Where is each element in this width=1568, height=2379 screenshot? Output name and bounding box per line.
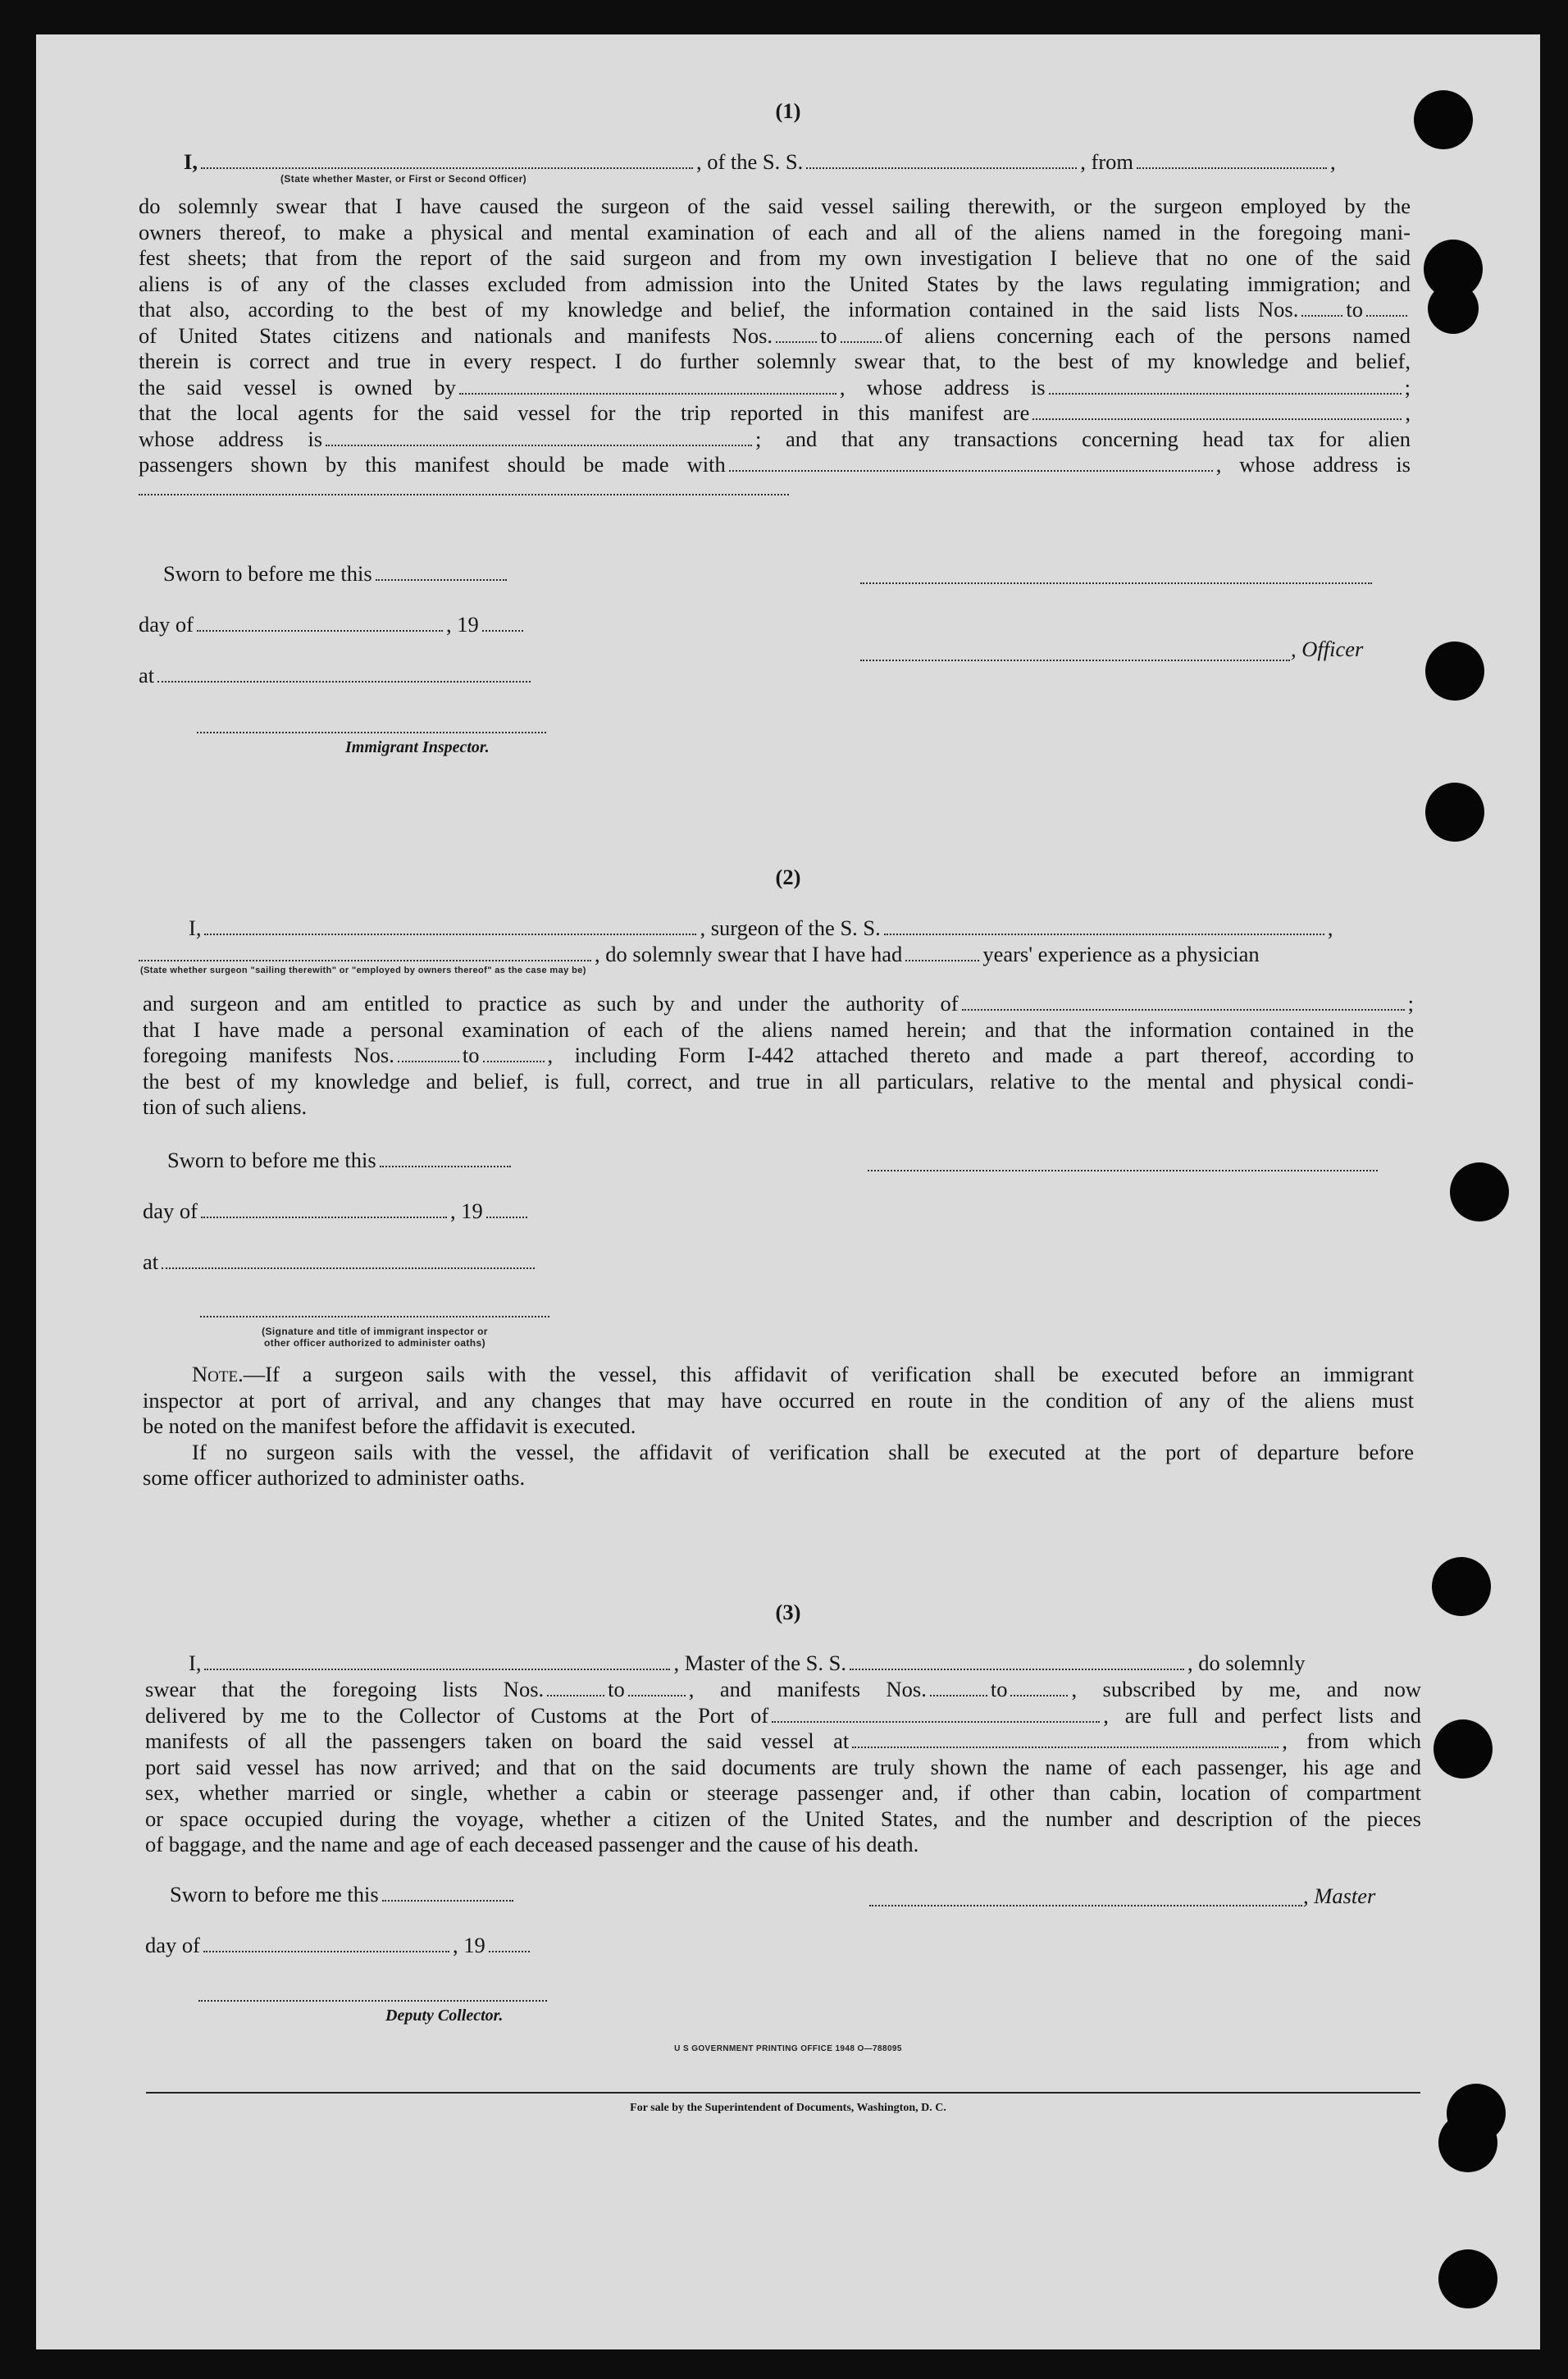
list-no-blank[interactable] — [1301, 312, 1342, 317]
text: whose address is — [139, 426, 323, 451]
text: to — [820, 322, 837, 348]
text: to — [462, 1043, 480, 1067]
text: , surgeon of the S. S. — [700, 916, 881, 940]
manifest-no-blank[interactable] — [930, 1692, 987, 1696]
owner-blank[interactable] — [459, 390, 836, 395]
oath-text-line: fest sheets; that from the report of the said surgeon and from my own investigation I believe that no one of the said — [139, 245, 1411, 270]
manifest-no-blank[interactable] — [483, 1057, 545, 1062]
surgeon-paragraph — [143, 991, 1414, 1121]
departure-port-blank[interactable] — [852, 1743, 1279, 1748]
list-no-blank[interactable] — [547, 1692, 604, 1696]
officer-label: , Officer — [1291, 637, 1364, 661]
manifest-no-blank[interactable] — [1010, 1692, 1068, 1696]
port-blank[interactable] — [772, 1718, 1100, 1723]
text: to — [608, 1677, 625, 1701]
note-label: Note. — [192, 1362, 244, 1386]
text: , 19 — [445, 612, 479, 637]
note-text-line: be noted on the manifest before the affidavit is executed. — [143, 1413, 636, 1438]
text: ; — [1404, 374, 1411, 400]
section-number: (3) — [775, 1600, 801, 1624]
text: manifests of all the passengers taken on board the said vessel at — [145, 1728, 850, 1753]
master-name-blank[interactable] — [204, 1665, 670, 1670]
section-number: (2) — [775, 865, 801, 889]
name-blank[interactable] — [201, 164, 693, 169]
vessel-blank[interactable] — [806, 164, 1077, 169]
text: , of the S. S. — [695, 149, 804, 174]
text: , subscribed by me, and now — [1071, 1677, 1421, 1701]
sworn-day-blank[interactable] — [380, 1162, 511, 1167]
oath-line — [189, 1651, 1306, 1676]
text: foregoing manifests Nos. — [143, 1043, 394, 1067]
punch-hole-icon — [1434, 1719, 1493, 1779]
sworn-line — [163, 561, 510, 587]
text: that also, according to the best of my knowledge and belief, the information contained in the said lists Nos. — [139, 297, 1299, 322]
sworn-line — [167, 1148, 514, 1173]
text: , whose address is — [839, 374, 1046, 400]
note-text-line: inspector at port of arrival, and any changes that may have occurred en route in the condition of any of the aliens must — [143, 1387, 1414, 1413]
note-text: —If a surgeon sails with the vessel, this affidavit of verification shall be executed before an immigrant — [243, 1362, 1414, 1386]
field-caption: (State whether Master, or First or Second Officer) — [280, 173, 527, 185]
text: day of — [139, 612, 194, 637]
section-number: (1) — [775, 98, 801, 123]
text: , from — [1080, 149, 1134, 174]
text: day of — [145, 1933, 200, 1957]
oath-paragraph — [139, 194, 1411, 478]
agents-address-blank[interactable] — [326, 441, 752, 446]
vessel-blank[interactable] — [850, 1665, 1184, 1670]
manifest-no-blank[interactable] — [776, 338, 817, 343]
text: passengers shown by this manifest should be made with — [139, 452, 726, 477]
at-line — [139, 663, 534, 688]
field-caption: (State whether surgeon "sailing therewith" or "employed by owners thereof" as the case may be) — [140, 966, 586, 975]
address-blank[interactable] — [139, 494, 789, 495]
day-of-line — [143, 1199, 531, 1224]
inspector-signature-blank[interactable] — [197, 732, 546, 733]
list-no-blank[interactable] — [1366, 312, 1407, 317]
oath-text-line: sex, whether married or single, whether a cabin or steerage passenger and, if other than cabin, location of compartment — [145, 1780, 1421, 1805]
pronoun: I, — [184, 149, 198, 174]
oath-line — [184, 149, 1414, 175]
authority-blank[interactable] — [962, 1006, 1405, 1011]
punch-hole-icon — [1450, 1162, 1509, 1221]
text: , do solemnly swear that I have had — [595, 942, 903, 966]
year-blank[interactable] — [482, 627, 523, 632]
text: and surgeon and am entitled to practice as such by and under the authority of — [143, 991, 959, 1016]
text: Sworn to before me this — [170, 1882, 379, 1906]
text: , are full and perfect lists and — [1103, 1702, 1421, 1728]
text: , 19 — [452, 1933, 485, 1957]
month-blank[interactable] — [203, 1947, 449, 1952]
oath-text-line: of baggage, and the name and age of each deceased passenger and the cause of his death. — [145, 1832, 919, 1856]
text: of United States citizens and nationals and manifests Nos. — [139, 322, 773, 348]
text: at — [139, 663, 155, 687]
text: , — [1330, 149, 1336, 174]
pronoun: I, — [189, 916, 202, 940]
inspector-signature-blank[interactable] — [200, 1316, 549, 1317]
month-blank[interactable] — [201, 1213, 447, 1218]
text: the said vessel is owned by — [139, 374, 456, 400]
sworn-day-blank[interactable] — [382, 1897, 513, 1902]
years-blank[interactable] — [905, 957, 979, 961]
place-blank[interactable] — [162, 1264, 535, 1269]
text: , from which — [1282, 1728, 1421, 1753]
text: years' experience as a physician — [982, 942, 1260, 966]
pronoun: I, — [189, 1651, 202, 1675]
master-signature-blank[interactable] — [869, 1905, 1302, 1906]
text: , whose address is — [1215, 452, 1411, 477]
form-page — [36, 34, 1540, 2349]
oath-text-line: that I have made a personal examination of each of the aliens named herein; and that the information contained in the — [143, 1016, 1414, 1042]
text: Sworn to before me this — [163, 561, 372, 586]
oath-text-line: aliens is of any of the classes excluded from admission into the United States by the laws regulating immigration; and — [139, 271, 1411, 296]
text: Sworn to before me this — [167, 1148, 376, 1172]
month-blank[interactable] — [197, 627, 443, 632]
officer-signature-blank[interactable] — [860, 582, 1372, 584]
text: , do solemnly — [1187, 1651, 1306, 1675]
punch-hole-icon — [1425, 783, 1484, 842]
manifest-no-blank[interactable] — [398, 1057, 459, 1062]
oath-line — [139, 942, 1260, 967]
text: , 19 — [449, 1199, 483, 1223]
day-of-line — [139, 612, 526, 637]
oath-text-line: the best of my knowledge and belief, is full, correct, and true in all particulars, relative to the mental and physical condi- — [143, 1068, 1414, 1094]
manifest-no-blank[interactable] — [841, 338, 882, 343]
text: of aliens concerning each of the persons named — [884, 322, 1411, 348]
text: delivered by me to the Collector of Customs at the Port of — [145, 1702, 769, 1728]
owner-address-blank[interactable] — [1049, 390, 1402, 395]
place-blank[interactable] — [157, 678, 531, 683]
punch-hole-icon — [1438, 2249, 1497, 2308]
master-paragraph — [145, 1677, 1421, 1858]
at-line — [143, 1249, 538, 1275]
text: to — [990, 1677, 1008, 1701]
deputy-label: Deputy Collector. — [385, 2007, 504, 2025]
oath-text-line: tion of such aliens. — [143, 1094, 308, 1119]
day-of-line — [145, 1933, 533, 1958]
deputy-signature-blank[interactable] — [198, 2000, 547, 2002]
oath-line — [189, 916, 1333, 941]
text: day of — [143, 1199, 198, 1223]
text: , — [1327, 916, 1333, 940]
text: , — [1405, 400, 1411, 425]
punch-hole-icon — [1428, 283, 1479, 334]
agents-blank[interactable] — [1032, 415, 1402, 420]
oath-text-line: therein is correct and true in every respect. I do further solemnly swear that, to the best of my knowledge and belief, — [139, 349, 1411, 373]
punch-hole-icon — [1438, 2113, 1497, 2172]
oath-text-line: do solemnly swear that I have caused the surgeon of the said vessel sailing therewith, or the surgeon employed by the — [139, 194, 1411, 218]
note-text-line: some officer authorized to administer oaths. — [143, 1465, 526, 1490]
caption-line: (Signature and title of immigrant inspector or — [262, 1326, 488, 1337]
text: swear that the foregoing lists Nos. — [145, 1677, 545, 1701]
note-text-line: If no surgeon sails with the vessel, the affidavit of verification shall be executed at the port of departure before — [192, 1439, 1414, 1464]
text: , including Form I-442 attached thereto and made a part thereof, according to — [547, 1043, 1414, 1067]
oath-text-line: port said vessel has now arrived; and that on the said documents are truly shown the name of each passenger, his age and — [145, 1754, 1421, 1779]
port-blank[interactable] — [1137, 164, 1327, 169]
list-no-blank[interactable] — [628, 1692, 686, 1696]
sale-notice: For sale by the Superintendent of Documents, Washington, D. C. — [630, 2102, 946, 2114]
text: to — [1346, 297, 1363, 322]
head-tax-agent-blank[interactable] — [729, 467, 1213, 472]
text: , Master of the S. S. — [673, 1651, 846, 1675]
text: ; and that any transactions concerning head tax for alien — [755, 426, 1411, 451]
oath-text-line: or space occupied during the voyage, whether a citizen of the United States, and the number and description of the pieces — [145, 1806, 1421, 1831]
text: at — [143, 1249, 159, 1274]
year-blank[interactable] — [489, 1947, 530, 1952]
text: , and manifests Nos. — [688, 1677, 927, 1701]
surgeon-signature-blank[interactable] — [868, 1170, 1378, 1171]
note-paragraph — [143, 1362, 1414, 1491]
sworn-line — [170, 1882, 517, 1907]
text: that the local agents for the said vessel for the trip reported in this manifest are — [139, 400, 1030, 425]
vessel-blank[interactable] — [884, 930, 1324, 935]
master-label: , Master — [1303, 1884, 1376, 1908]
caption-line: other officer authorized to administer oaths) — [263, 1337, 486, 1349]
year-blank[interactable] — [486, 1213, 527, 1218]
signature-caption — [200, 1326, 549, 1349]
sworn-day-blank[interactable] — [376, 576, 507, 581]
surgeon-status-blank[interactable] — [139, 957, 591, 961]
footer-rule — [146, 2092, 1420, 2094]
inspector-label: Immigrant Inspector. — [345, 738, 490, 756]
officer-title-blank[interactable] — [860, 660, 1290, 661]
surgeon-name-blank[interactable] — [204, 930, 696, 935]
punch-hole-icon — [1425, 642, 1484, 701]
text: ; — [1407, 991, 1414, 1016]
oath-text-line: owners thereof, to make a physical and mental examination of each and all of the aliens named in the foregoing mani- — [139, 219, 1411, 244]
printing-office-line: U S GOVERNMENT PRINTING OFFICE 1948 O—788095 — [674, 2044, 902, 2053]
